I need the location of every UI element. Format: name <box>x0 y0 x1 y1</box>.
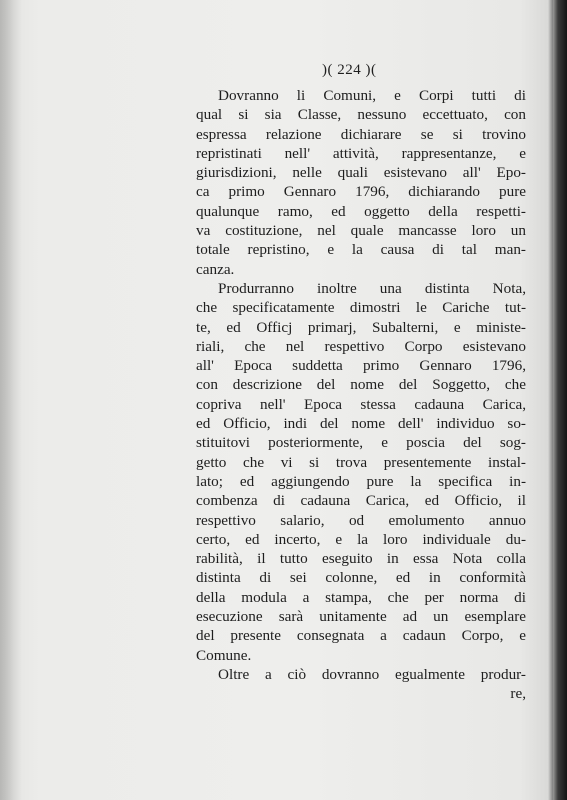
text-line: rabilità, il tutto eseguito in essa Nota colla <box>196 550 526 568</box>
page-right-edge <box>553 0 567 800</box>
text-line: Oltre a ciò dovranno egualmente produr- <box>218 665 526 683</box>
text-line: Dovranno li Comuni, e Corpi tutti di <box>218 87 526 104</box>
body-text <box>196 86 526 704</box>
text-line: che specificatamente dimostri le Cariche tut- <box>196 299 526 317</box>
text-line: qualunque ramo, ed oggetto della respetti- <box>196 202 526 220</box>
text-line: getto che vi si trova presentemente instal- <box>196 453 526 471</box>
text-line: all' Epoca suddetta primo Gennaro 1796, <box>196 357 526 375</box>
text-line: copriva nell' Epoca stessa cadauna Carica, <box>196 395 526 413</box>
text-line: riali, che nel respettivo Corpo esistevano <box>196 337 526 355</box>
text-line: della modula a stampa, che per norma di <box>196 588 526 606</box>
text-line: combenza di cadauna Carica, ed Officio, il <box>196 492 526 510</box>
text-line: stituitovi posteriormente, e poscia del sog- <box>196 434 526 452</box>
text-line: con descrizione del nome del Soggetto, che <box>196 376 526 394</box>
text-line: esecuzione sarà unitamente ad un esemplare <box>196 608 526 626</box>
text-line: respettivo salario, od emolumento annuo <box>196 511 526 529</box>
text-line: ed Officio, indi del nome dell' individuo so- <box>196 415 526 433</box>
text-line: distinta di sei colonne, ed in conformità <box>196 569 526 587</box>
text-line: repristinati nell' attività, rappresentanze, e <box>196 144 526 162</box>
page-gutter-shadow <box>0 0 22 800</box>
text-line: qual si sia Classe, nessuno eccettuato, con <box>196 106 526 124</box>
text-line: espressa relazione dichiarare se si trovino <box>196 125 526 143</box>
text-line: te, ed Officj primarj, Subalterni, e ministe- <box>196 318 526 336</box>
text-line: totale repristino, e la causa di tal man- <box>196 241 526 259</box>
text-line: lato; ed aggiungendo pure la specifica in- <box>196 472 526 490</box>
text-line: Comune. <box>196 646 252 664</box>
text-line: canza. <box>196 260 235 278</box>
text-line: certo, ed incerto, e la loro individuale du- <box>196 530 526 548</box>
text-line: ca primo Gennaro 1796, dichiarando pure <box>196 183 526 201</box>
text-line: va costituzione, nel quale mancasse loro un <box>196 222 526 240</box>
text-line: re, <box>510 685 526 703</box>
text-line: Produrranno inoltre una distinta Nota, <box>218 279 526 297</box>
text-line: giurisdizioni, nelle quali esistevano all' Epo- <box>196 164 526 182</box>
text-line: del presente consegnata a cadaun Corpo, e <box>196 627 526 645</box>
page-number-header: )( 224 )( <box>322 62 377 78</box>
